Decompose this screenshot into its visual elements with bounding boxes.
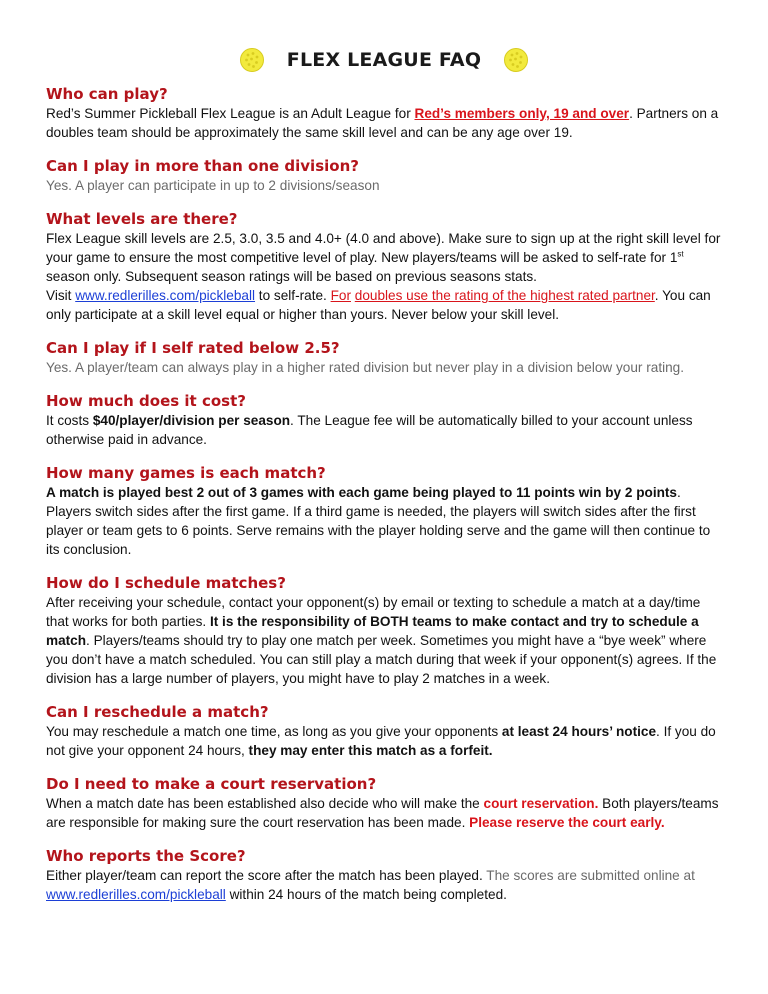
answer-text: . The League fee will be automatically billed to your account unless otherwise paid in advance. — [46, 413, 693, 447]
faq-answer — [46, 229, 726, 324]
answer-text: . Players switch sides after the first game. If a third game is needed, the players will switch sides after the first player or team gets to 6 points. Serve remains with the player holding serve and the game will then continue to its conclusion. — [46, 485, 711, 557]
pickleball-icon — [503, 47, 529, 73]
faq-answer — [46, 104, 726, 142]
notice-requirement: at least 24 hours’ notice — [501, 724, 657, 739]
pickleball-icon — [239, 47, 265, 73]
faq-answer — [46, 411, 726, 449]
responsibility-note: It is the responsibility of BOTH teams to make contact and try to schedule a match — [46, 614, 699, 648]
court-reservation-highlight: court reservation. — [483, 796, 599, 811]
faq-answer — [46, 866, 726, 904]
faq-content — [46, 84, 726, 918]
answer-text: season only. Subsequent season ratings will be based on previous seasons stats. — [46, 269, 537, 284]
answer-text: The scores are submitted online at — [482, 868, 695, 883]
answer-text: Yes. A player can participate in up to 2 divisions/season — [46, 178, 380, 193]
faq-question: Who can play? — [46, 85, 168, 103]
answer-text: to self-rate. — [255, 288, 331, 303]
match-format: A match is played best 2 out of 3 games with each game being played to 11 points win by 2 points — [46, 485, 677, 500]
faq-court-reservation — [46, 774, 726, 832]
faq-cost — [46, 391, 726, 449]
answer-text: . You can only participate at a skill level equal or higher than yours. Never below your skill level. — [46, 288, 711, 322]
page-title: FLEX LEAGUE FAQ — [286, 49, 482, 71]
faq-question: What levels are there? — [46, 210, 238, 228]
answer-text: It costs — [46, 413, 93, 428]
pickleball-link[interactable]: www.redlerilles.com/pickleball — [75, 288, 256, 303]
price: $40/player/division per season — [92, 413, 291, 428]
answer-text: . Partners on a doubles team should be approximately the same skill level and can be any age over 19. — [46, 106, 719, 140]
faq-multiple-divisions — [46, 156, 726, 195]
faq-answer — [46, 593, 726, 688]
faq-question: Who reports the Score? — [46, 847, 246, 865]
faq-question: Do I need to make a court reservation? — [46, 775, 377, 793]
answer-text: . If you do not give your opponent 24 hours, — [46, 724, 716, 758]
faq-below-2-5 — [46, 338, 726, 377]
answer-text: After receiving your schedule, contact your opponent(s) by email or texting to schedule a match at a day/time that works for both parties. — [46, 595, 701, 629]
answer-text: within 24 hours of the match being completed. — [225, 887, 507, 902]
answer-text: You may reschedule a match one time, as long as you give your opponents — [46, 724, 502, 739]
faq-question: How many games is each match? — [46, 464, 326, 482]
doubles-note: For — [330, 288, 351, 303]
faq-games-per-match — [46, 463, 726, 559]
faq-schedule — [46, 573, 726, 688]
faq-answer — [46, 358, 726, 377]
faq-reschedule — [46, 702, 726, 760]
title-row — [0, 40, 768, 80]
doubles-note: doubles use the rating of the highest rated partner — [354, 288, 655, 303]
eligibility-highlight: Red’s members only, 19 and over — [414, 106, 630, 121]
answer-text: Flex League skill levels are 2.5, 3.0, 3.5 and 4.0+ (4.0 and above). Make sure to sign up at the right skill level for your game to ensure the most competitive level of play. New players/teams will be asked to self-rate for 1 — [46, 231, 721, 265]
faq-report-score — [46, 846, 726, 904]
faq-question: How much does it cost? — [46, 392, 246, 410]
faq-levels — [46, 209, 726, 324]
answer-text: Both players/teams are responsible for making sure the court reservation has been made. — [46, 796, 719, 830]
forfeit-note: they may enter this match as a forfeit. — [248, 743, 493, 758]
faq-question: How do I schedule matches? — [46, 574, 286, 592]
answer-text: When a match date has been established also decide who will make the — [46, 796, 484, 811]
answer-text: . Players/teams should try to play one match per week. Sometimes you might have a “bye week” where you don’t have a match scheduled. You can still play a match during that week if your opponent(s) agrees. If the division has a large number of players, you might have to play 2 matches in a week. — [46, 633, 717, 686]
ordinal-suffix: st — [677, 249, 684, 259]
answer-text: Either player/team can report the score after the match has been played. — [46, 868, 483, 883]
faq-question: Can I reschedule a match? — [46, 703, 269, 721]
answer-text: Visit — [46, 288, 76, 303]
faq-question: Can I play in more than one division? — [46, 157, 359, 175]
faq-answer — [46, 176, 726, 195]
faq-question: Can I play if I self rated below 2.5? — [46, 339, 340, 357]
reserve-early-note: Please reserve the court early. — [469, 815, 665, 830]
faq-answer — [46, 483, 726, 559]
faq-who-can-play — [46, 84, 726, 142]
answer-text: Red’s Summer Pickleball Flex League is an Adult League for — [46, 106, 415, 121]
pickleball-link[interactable]: www.redlerilles.com/pickleball — [46, 887, 226, 902]
answer-text: Yes. A player/team can always play in a higher rated division but never play in a division below your rating. — [46, 360, 685, 375]
faq-answer — [46, 722, 726, 760]
faq-answer — [46, 794, 726, 832]
